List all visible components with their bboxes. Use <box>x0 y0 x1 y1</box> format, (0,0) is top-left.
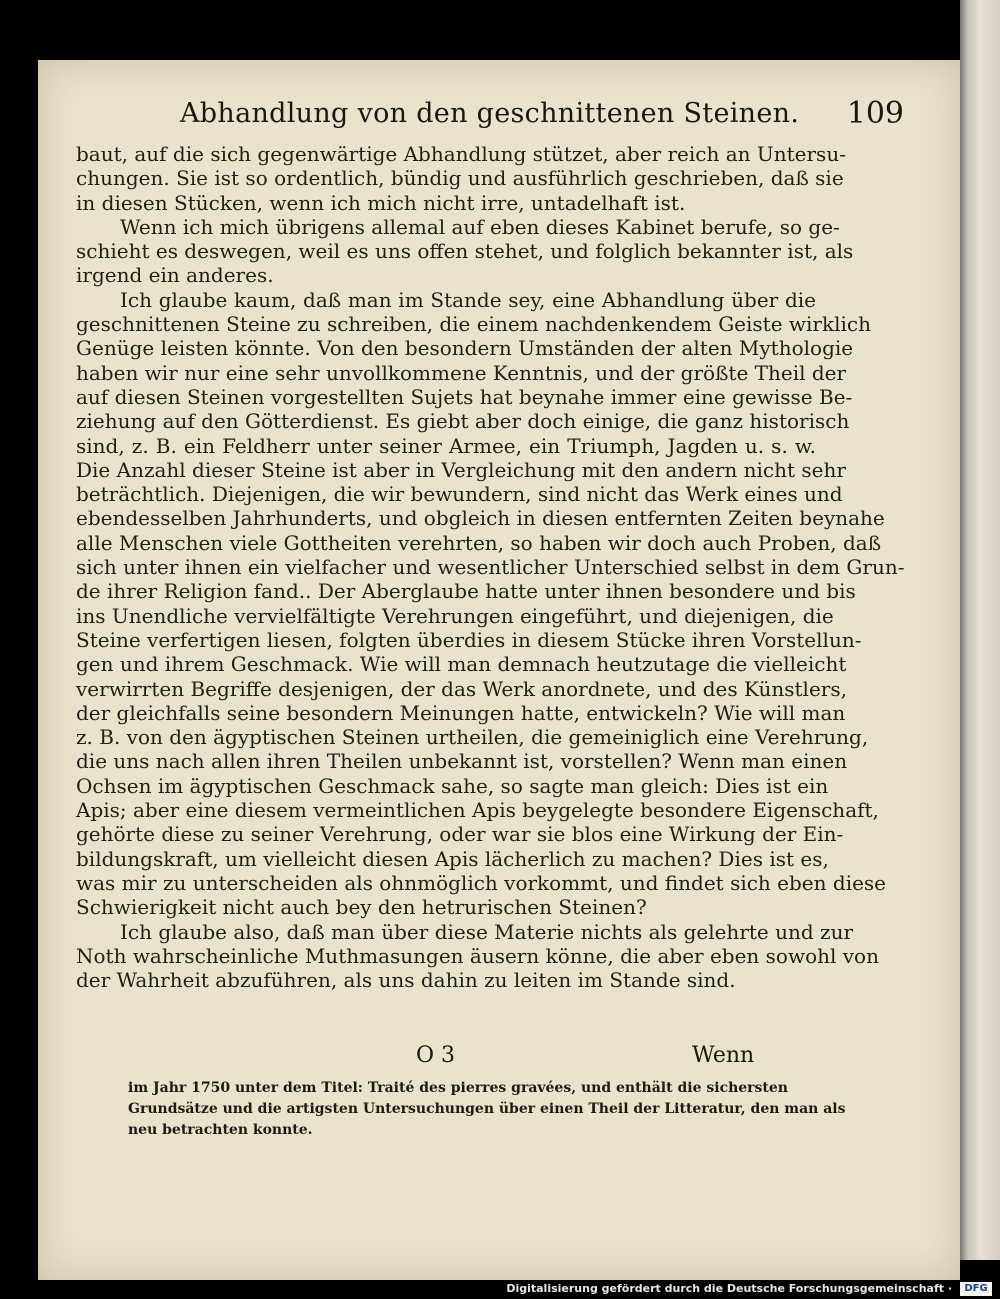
text-line: die uns nach allen ihren Theilen unbekannt ist, vorstellen? Wenn man einen <box>76 749 848 774</box>
text-line: bildungskraft, um vielleicht diesen Apis lächerlich zu machen? Dies ist es, <box>76 846 829 871</box>
text-line: sich unter ihnen ein vielfacher und wesentlicher Unterschied selbst in dem Grun- <box>76 555 905 580</box>
footnote-line: Grundsätze und die artigsten Untersuchungen über einen Theil der Litteratur, den man als <box>128 1101 846 1117</box>
signature-mark: O 3 <box>416 1043 456 1068</box>
dfg-logo: DFG <box>960 1282 992 1296</box>
adjacent-page-edge <box>960 0 1000 1260</box>
text-line: Schwierigkeit nicht auch bey den hetrurischen Steinen? <box>76 895 647 920</box>
text-line: z. B. von den ägyptischen Steinen urtheilen, die gemeiniglich eine Verehrung, <box>76 725 869 750</box>
text-line: der Wahrheit abzuführen, als uns dahin zu leiten im Stande sind. <box>76 968 736 993</box>
text-line: ziehung auf den Götterdienst. Es giebt aber doch einige, die ganz historisch <box>76 409 850 434</box>
page-number: 109 <box>846 96 904 131</box>
text-line: Wenn ich mich übrigens allemal auf eben dieses Kabinet berufe, so ge- <box>120 214 840 239</box>
text-line: alle Menschen viele Gottheiten verehrten, so haben wir doch auch Proben, daß <box>76 530 882 555</box>
text-line: de ihrer Religion fand.. Der Aberglaube hatte unter ihnen besondere und bis <box>76 579 856 604</box>
text-line: Noth wahrscheinliche Muthmasungen äusern könne, die aber eben sowohl von <box>76 943 879 968</box>
text-line: Steine verfertigen liesen, folgten überdies in diesem Stücke ihren Vorstellun- <box>76 627 862 652</box>
text-line: haben wir nur eine sehr unvollkommene Kenntnis, und der größte Theil der <box>76 360 847 385</box>
body-text <box>76 142 905 993</box>
footnote <box>128 1078 846 1141</box>
text-line: beträchtlich. Diejenigen, die wir bewundern, sind nicht das Werk eines und <box>76 482 843 507</box>
text-line: der gleichfalls seine besondern Meinungen hatte, entwickeln? Wie will man <box>76 700 846 725</box>
text-line: gen und ihrem Geschmack. Wie will man demnach heutzutage die vielleicht <box>76 652 847 677</box>
text-line: gehörte diese zu seiner Verehrung, oder war sie blos eine Wirkung der Ein- <box>76 822 844 847</box>
text-line: irgend ein anderes. <box>76 263 274 288</box>
text-line: Ich glaube also, daß man über diese Materie nichts als gelehrte und zur <box>120 919 854 944</box>
book-page <box>38 60 960 1280</box>
text-line: Genüge leisten könnte. Von den besondern Umständen der alten Mythologie <box>76 336 854 361</box>
footnote-line: neu betrachten konnte. <box>128 1122 313 1138</box>
text-line: verwirrten Begriffe desjenigen, der das Werk anordnete, und des Künstlers, <box>76 676 847 701</box>
text-line: chungen. Sie ist so ordentlich, bündig und ausführlich geschrieben, daß sie <box>76 166 844 191</box>
text-line: auf diesen Steinen vorgestellten Sujets hat beynahe immer eine gewisse Be- <box>76 384 853 409</box>
text-line: in diesen Stücken, wenn ich mich nicht irre, untadelhaft ist. <box>76 190 686 215</box>
text-line: schieht es deswegen, weil es uns offen stehet, und folglich bekannter ist, als <box>76 239 854 264</box>
page-header <box>180 96 904 138</box>
footer-credit: Digitalisierung gefördert durch die Deutsche Forschungsgemeinschaft · <box>506 1282 952 1295</box>
text-line: Ochsen im ägyptischen Geschmack sahe, so sagte man gleich: Dies ist ein <box>76 773 829 798</box>
text-line: baut, auf die sich gegenwärtige Abhandlung stützet, aber reich an Untersu- <box>76 142 846 166</box>
text-line: Ich glaube kaum, daß man im Stande sey, eine Abhandlung über die <box>120 287 816 312</box>
text-line: sind, z. B. ein Feldherr unter seiner Armee, ein Triumph, Jagden u. s. w. <box>76 433 816 458</box>
catchword: Wenn <box>692 1043 755 1068</box>
text-line: ins Unendliche vervielfältigte Verehrungen eingeführt, und diejenigen, die <box>76 603 834 628</box>
text-line: geschnittenen Steine zu schreiben, die einem nachdenkendem Geiste wirklich <box>76 312 871 337</box>
text-line: Apis; aber eine diesem vermeintlichen Apis beygelegte besondere Eigenschaft, <box>76 798 879 823</box>
running-title: Abhandlung von den geschnittenen Steinen. <box>180 98 800 129</box>
text-line: was mir zu unterscheiden als ohnmöglich vorkommt, und findet sich eben diese <box>76 870 887 895</box>
text-line: ebendesselben Jahrhunderts, und obgleich in diesen entfernten Zeiten beynahe <box>76 506 885 531</box>
text-line: Die Anzahl dieser Steine ist aber in Vergleichung mit den andern nicht sehr <box>76 457 846 482</box>
digitization-footer <box>0 1280 1000 1299</box>
footnote-line: im Jahr 1750 unter dem Titel: Traité des pierres gravées, und enthält die sichersten <box>128 1080 788 1096</box>
